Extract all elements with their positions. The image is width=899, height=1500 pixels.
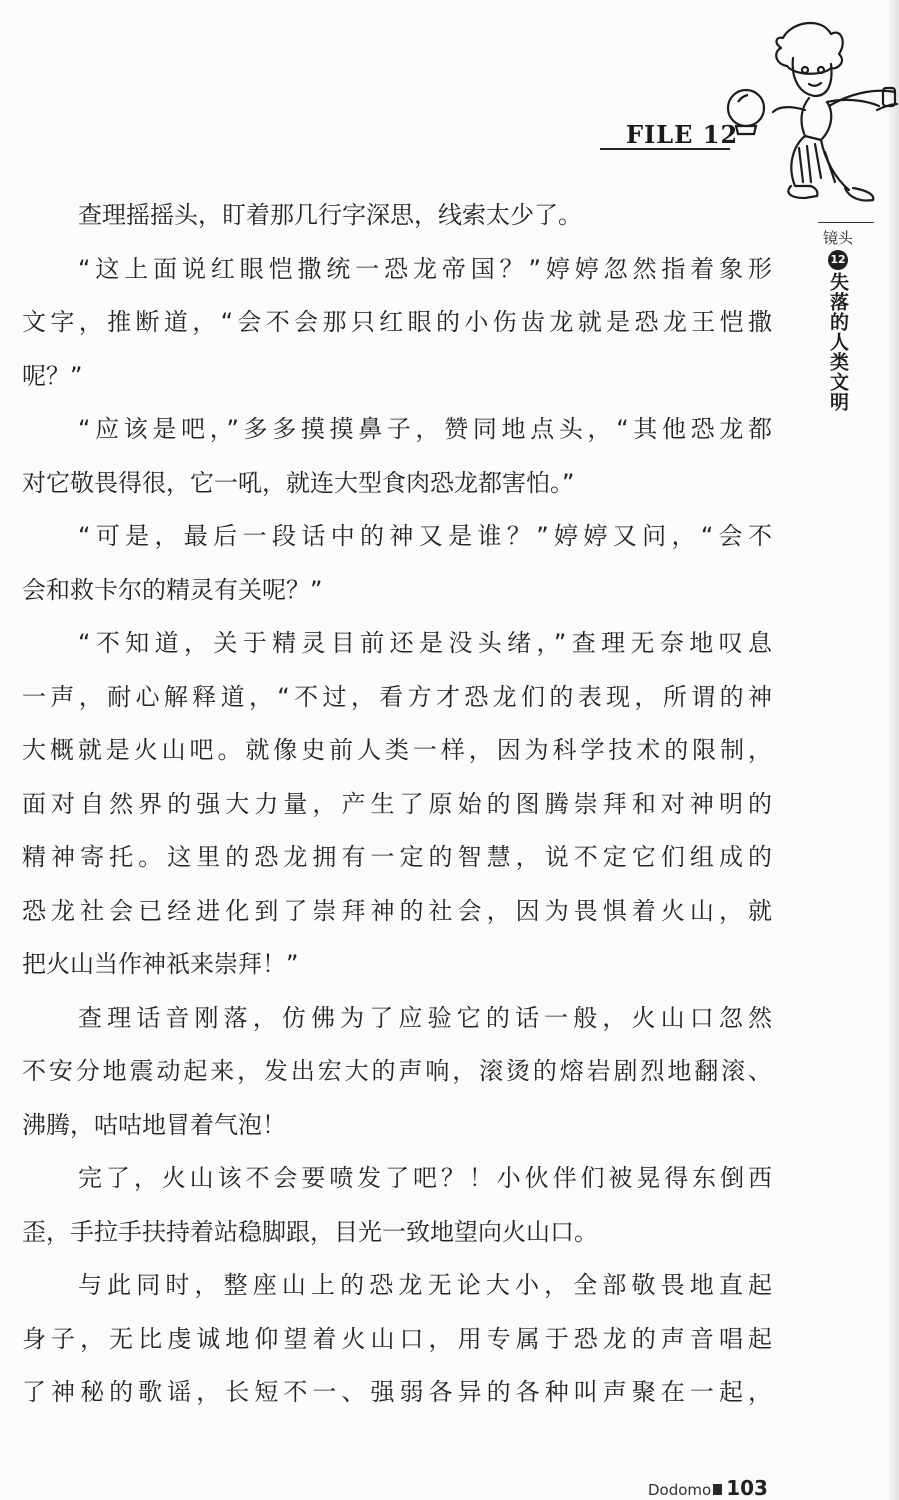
- text-line: “应该是吧，”多多摸摸鼻子，赞同地点头，“其他恐龙都: [78, 415, 772, 443]
- text-line: 与此同时，整座山上的恐龙无论大小，全部敬畏地直起: [78, 1271, 772, 1299]
- brand-name: Dodomo: [648, 1481, 712, 1499]
- text-line: 了神秘的歌谣，长短不一、强弱各异的各种叫声聚在一起，: [22, 1378, 772, 1406]
- sidebar-label: 镜头: [822, 229, 853, 247]
- mascot-illustration: [765, 18, 899, 214]
- text-line: 呢？”: [22, 361, 83, 390]
- sidebar-rule: [818, 222, 874, 223]
- brand-mark-icon: [713, 1484, 722, 1495]
- crystal-ball-icon: [724, 86, 770, 140]
- text-line: 身子，无比虔诚地仰望着火山口，用专属于恐龙的声音唱起: [22, 1324, 772, 1353]
- text-line: 文字，推断道，“会不会那只红眼的小伤齿龙就是恐龙王恺撒: [22, 308, 772, 336]
- text-line: “可是，最后一段话中的神又是谁？”婷婷又问，“会不: [78, 522, 772, 550]
- page-footer: [648, 1476, 768, 1500]
- text-line: 一声，耐心解释道，“不过，看方才恐龙们的表现，所谓的神: [22, 682, 772, 711]
- text-line: “这上面说红眼恺撒统一恐龙帝国？”婷婷忽然指着象形: [78, 254, 772, 283]
- text-line: 不安分地震动起来，发出宏大的声响，滚烫的熔岩剧烈地翻滚、: [22, 1057, 772, 1085]
- text-line: 歪，手拉手扶持着站稳脚跟，目光一致地望向火山口。: [22, 1217, 598, 1246]
- text-line: 大概就是火山吧。就像史前人类一样，因为科学技术的限制，: [22, 736, 772, 764]
- chapter-number-badge: 12: [828, 250, 848, 270]
- file-label: FILE 12: [626, 120, 739, 149]
- text-line: 对它敬畏得很，它一吼，就连大型食肉恐龙都害怕。”: [22, 468, 575, 497]
- text-line: 查理话音刚落，仿佛为了应验它的话一般，火山口忽然: [78, 1003, 772, 1032]
- text-line: 会和救卡尔的精灵有关呢？”: [22, 575, 323, 604]
- text-line: 恐龙社会已经进化到了崇拜神的社会，因为畏惧着火山，就: [22, 896, 772, 925]
- text-line: 精神寄托。这里的恐龙拥有一定的智慧，说不定它们组成的: [22, 843, 772, 871]
- text-line: 查理摇摇头，盯着那几行字深思，线索太少了。: [78, 201, 582, 229]
- sidebar-chapter-marker: [816, 228, 860, 412]
- text-line: 面对自然界的强大力量，产生了原始的图腾崇拜和对神明的: [22, 789, 772, 818]
- chapter-title: 失落的人类文明: [827, 272, 849, 412]
- body-text: [22, 197, 772, 1410]
- text-line: 把火山当作神祇来崇拜！”: [22, 950, 299, 978]
- text-line: 完了，火山该不会要喷发了吧？！小伙伴们被晃得东倒西: [78, 1164, 772, 1192]
- page-number: 103: [726, 1476, 768, 1500]
- text-line: “不知道，关于精灵目前还是没头绪，”查理无奈地叹息: [78, 629, 772, 657]
- header-rule: [600, 148, 730, 150]
- text-line: 沸腾，咕咕地冒着气泡！: [22, 1110, 286, 1139]
- page-edge: [889, 0, 899, 1500]
